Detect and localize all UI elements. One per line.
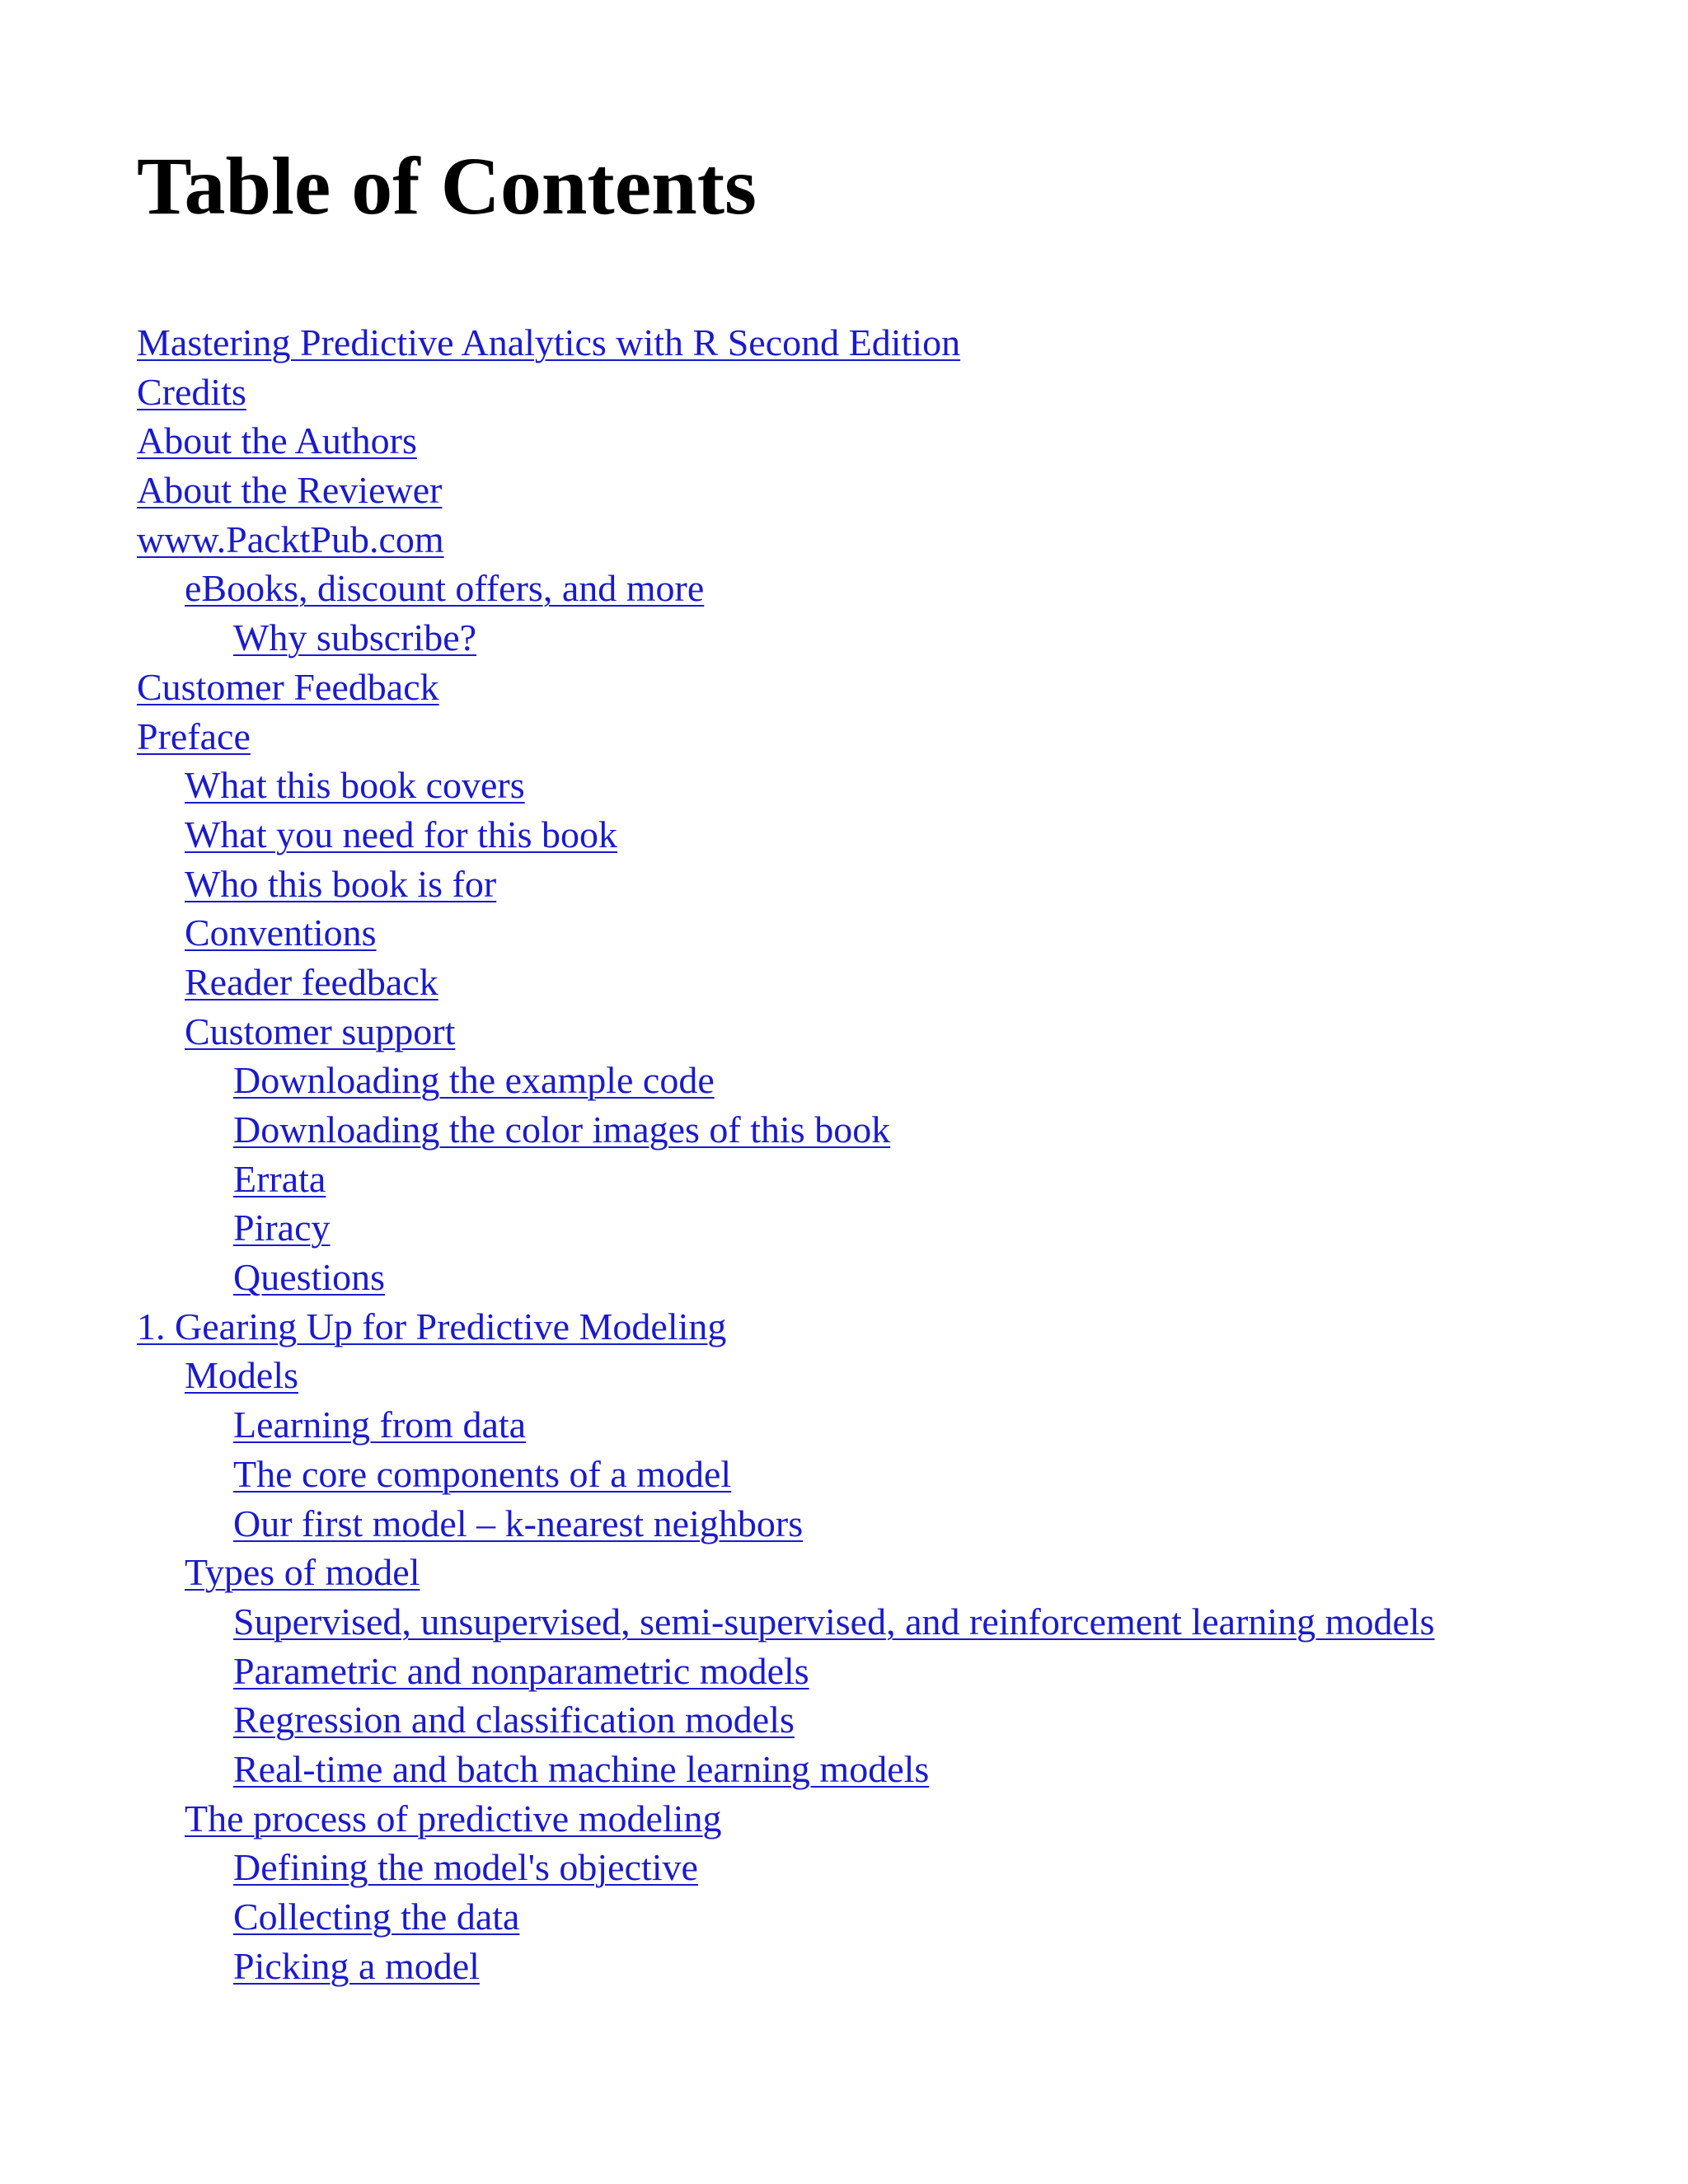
toc-link[interactable]: Customer Feedback	[137, 665, 439, 708]
toc-link[interactable]: eBooks, discount offers, and more	[185, 567, 705, 610]
toc-entry	[137, 318, 1435, 368]
toc-entry	[137, 1647, 1435, 1696]
toc-link[interactable]: Parametric and nonparametric models	[233, 1649, 809, 1692]
toc-entry	[137, 1056, 1435, 1105]
toc-entry	[137, 613, 1435, 663]
toc-link[interactable]: Models	[185, 1354, 298, 1397]
toc-link[interactable]: What you need for this book	[185, 813, 618, 855]
toc-entry	[137, 810, 1435, 860]
toc-link[interactable]: Learning from data	[233, 1404, 527, 1446]
toc-entry	[137, 663, 1435, 712]
toc-entry	[137, 1499, 1435, 1549]
toc-entry	[137, 1548, 1435, 1597]
toc-link[interactable]: 1. Gearing Up for Predictive Modeling	[137, 1305, 727, 1347]
toc-link[interactable]: Regression and classification models	[233, 1699, 795, 1741]
toc-entry	[137, 1450, 1435, 1499]
toc-entry	[137, 1942, 1435, 1991]
toc-link[interactable]: Real-time and batch machine learning models	[233, 1747, 930, 1790]
toc-entry	[137, 1695, 1435, 1745]
toc-link[interactable]: Customer support	[185, 1010, 456, 1052]
page-title: Table of Contents	[137, 140, 757, 232]
toc-link[interactable]: Mastering Predictive Analytics with R Second Edition	[137, 321, 961, 363]
toc-entry	[137, 860, 1435, 909]
toc-link[interactable]: Why subscribe?	[233, 616, 477, 659]
toc-entry	[137, 1597, 1435, 1647]
toc-link[interactable]: Picking a model	[233, 1944, 480, 1987]
toc-entry	[137, 466, 1435, 515]
toc-entry	[137, 416, 1435, 466]
toc-link[interactable]: Types of model	[185, 1551, 420, 1594]
toc-link[interactable]: Questions	[233, 1256, 385, 1299]
toc-entry	[137, 1892, 1435, 1942]
toc-link[interactable]: Our first model – k-nearest neighbors	[233, 1502, 804, 1544]
toc-entry	[137, 958, 1435, 1007]
toc-entry	[137, 1105, 1435, 1155]
toc-link[interactable]: Who this book is for	[185, 862, 497, 905]
toc-link[interactable]: Collecting the data	[233, 1896, 520, 1938]
toc-entry	[137, 761, 1435, 810]
toc-link[interactable]: What this book covers	[185, 764, 525, 807]
toc-link[interactable]: Downloading the example code	[233, 1059, 715, 1102]
toc-entry	[137, 1253, 1435, 1302]
toc-link[interactable]: Credits	[137, 370, 246, 413]
toc-link[interactable]: Piracy	[233, 1207, 331, 1249]
toc-link[interactable]: About the Reviewer	[137, 469, 443, 512]
toc-entry	[137, 712, 1435, 762]
toc-link[interactable]: The core components of a model	[233, 1452, 732, 1495]
toc-link[interactable]: Supervised, unsupervised, semi-supervised, and reinforcement learning models	[233, 1600, 1435, 1643]
toc-entry	[137, 1155, 1435, 1204]
toc-link[interactable]: Preface	[137, 715, 251, 757]
toc-entry	[137, 515, 1435, 565]
toc-entry	[137, 1302, 1435, 1352]
toc-entry	[137, 1794, 1435, 1844]
toc-link[interactable]: www.PacktPub.com	[137, 518, 444, 560]
toc-link[interactable]: About the Authors	[137, 419, 417, 462]
toc-link[interactable]: Downloading the color images of this book	[233, 1108, 891, 1151]
toc-link[interactable]: The process of predictive modeling	[185, 1797, 722, 1840]
toc-entry	[137, 908, 1435, 958]
toc-link[interactable]: Conventions	[185, 912, 377, 954]
toc-entry	[137, 1400, 1435, 1450]
toc-entry	[137, 1745, 1435, 1794]
toc-link[interactable]: Errata	[233, 1157, 326, 1200]
toc-entry	[137, 564, 1435, 613]
toc-entry	[137, 1843, 1435, 1892]
toc-list	[137, 318, 1435, 1990]
toc-entry	[137, 1007, 1435, 1057]
toc-link[interactable]: Reader feedback	[185, 960, 438, 1003]
toc-entry	[137, 1351, 1435, 1400]
toc-entry	[137, 368, 1435, 417]
toc-link[interactable]: Defining the model's objective	[233, 1846, 698, 1889]
toc-entry	[137, 1203, 1435, 1253]
